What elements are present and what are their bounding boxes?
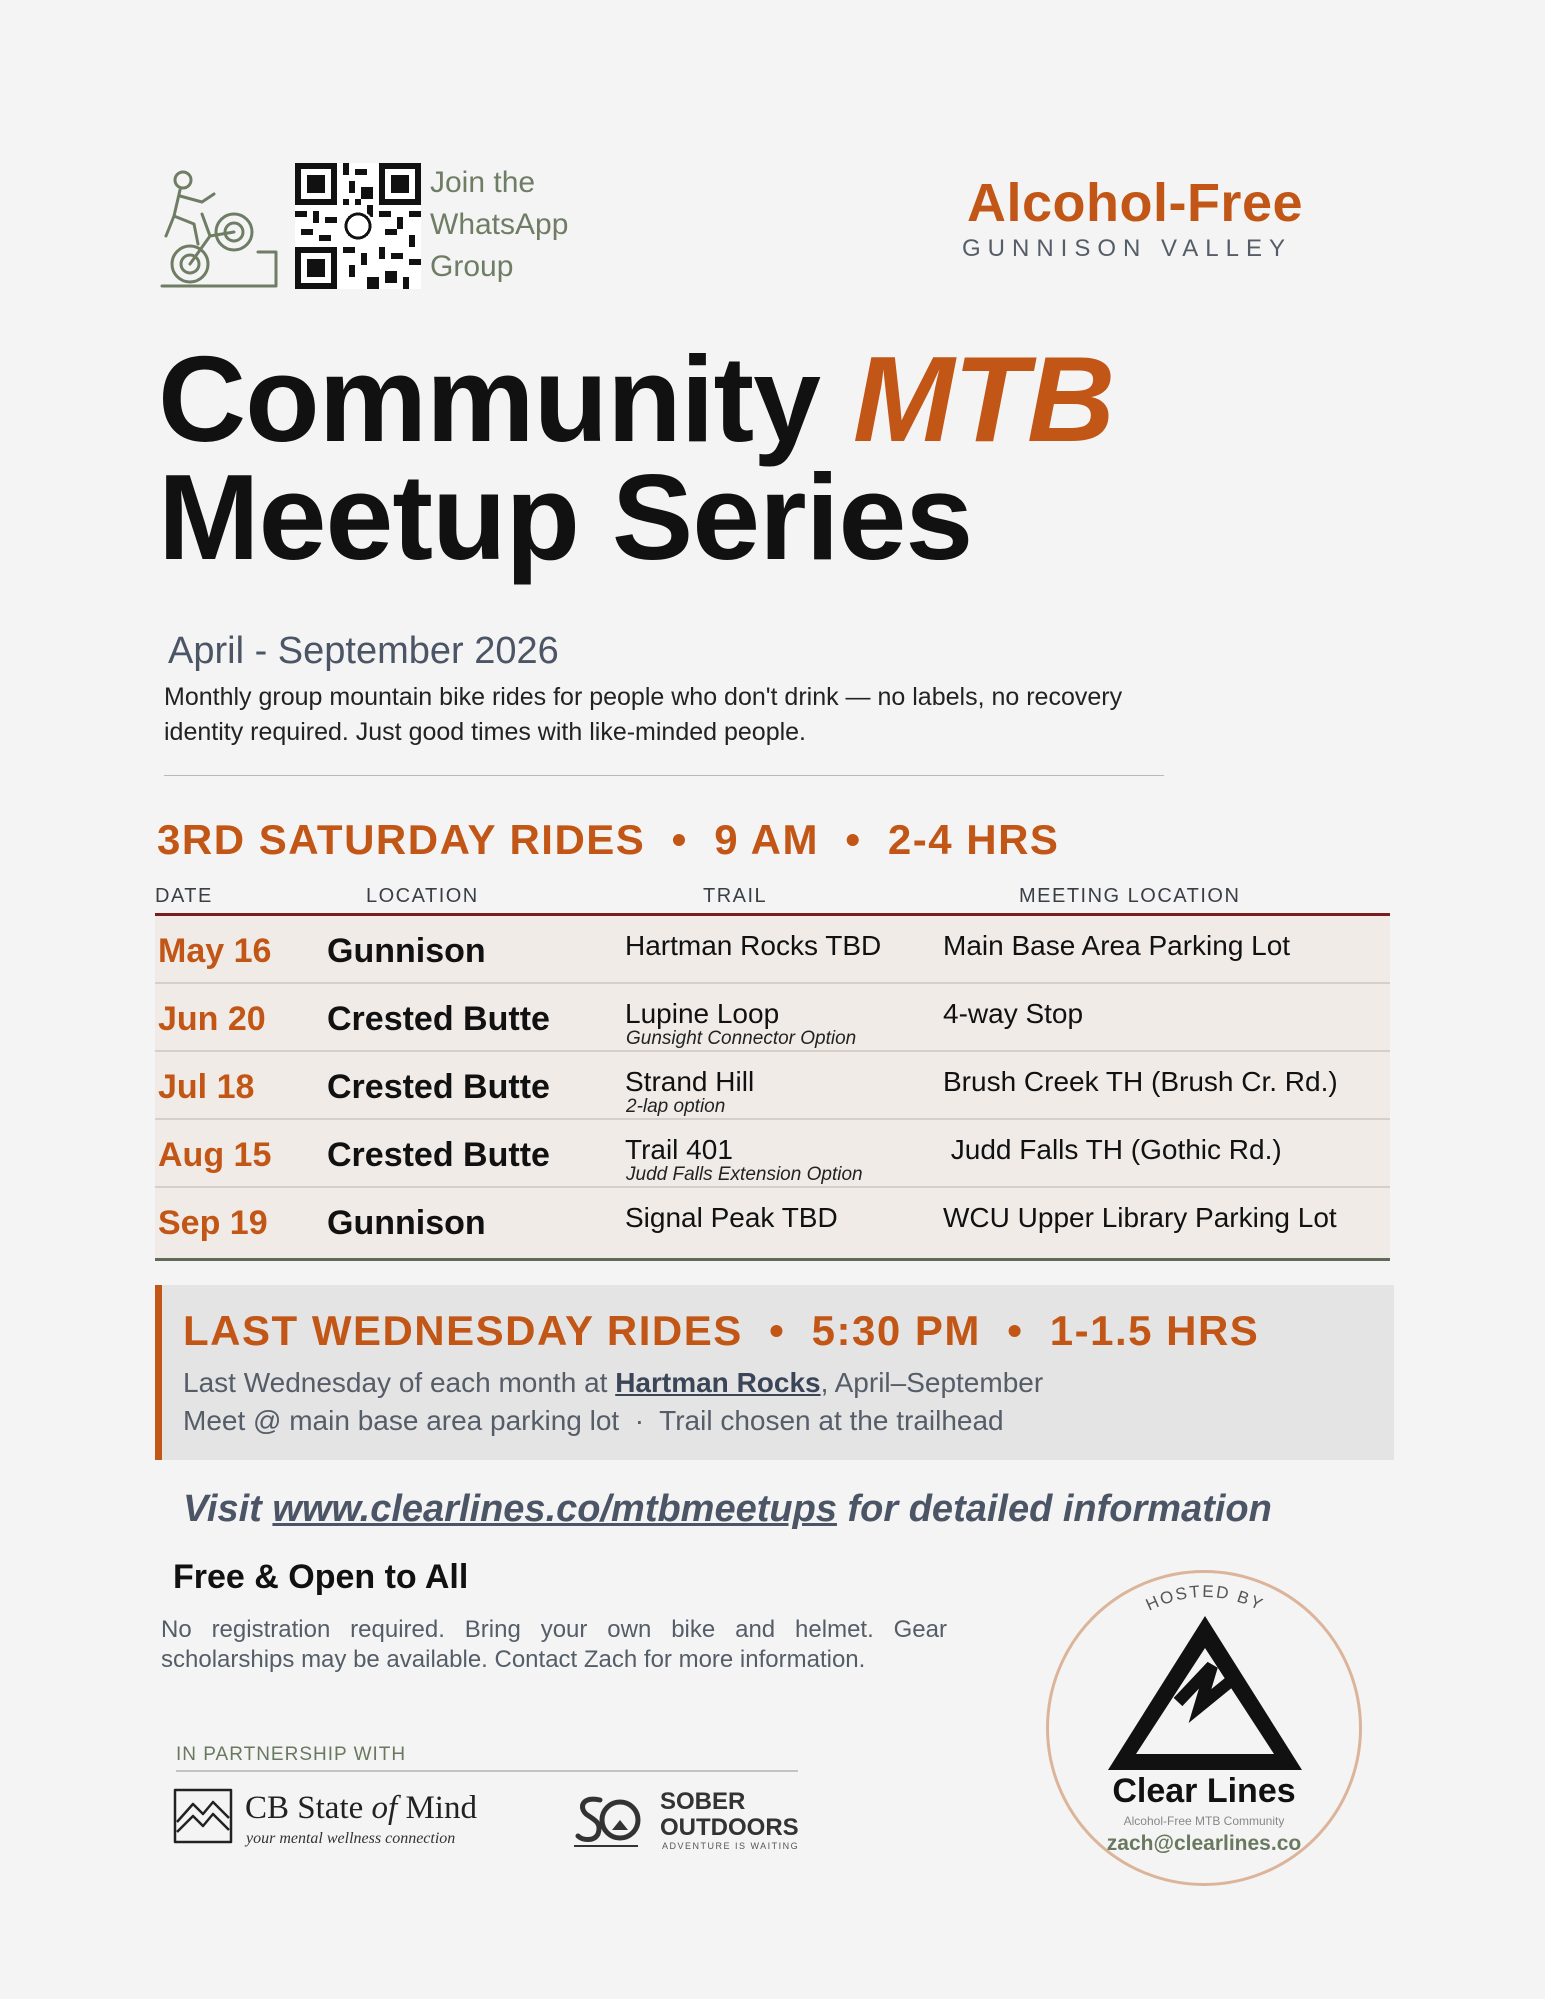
cb-name-post: Mind (397, 1790, 477, 1826)
cb-state-of-mind-name (245, 1790, 477, 1827)
ride-meeting-location: Main Base Area Parking Lot (943, 930, 1291, 961)
ride-location: Gunnison (327, 932, 486, 970)
title-main-word: Community (158, 331, 820, 467)
visit-pre: Visit (183, 1488, 273, 1530)
cb-name-pre: CB State (245, 1790, 372, 1826)
wednesday-meeting-text: Meet @ main base area parking lot · Trail chosen at the trailhead (183, 1405, 1004, 1436)
ride-location: Gunnison (327, 1204, 486, 1242)
ride-date: Jul 18 (158, 1068, 255, 1106)
clear-lines-mountain-logo-icon (1100, 1608, 1310, 1778)
page-title (158, 331, 1115, 585)
hartman-rocks-link[interactable]: Hartman Rocks (615, 1367, 821, 1398)
ride-trail: Signal Peak TBD (625, 1202, 838, 1233)
title-line-1 (158, 331, 1115, 467)
ride-trail: Lupine Loop (625, 998, 780, 1029)
website-link[interactable]: www.clearlines.co/mtbmeetups (272, 1488, 837, 1530)
ride-date: Sep 19 (158, 1204, 268, 1242)
table-row (155, 1120, 1390, 1188)
sober-outdoors-tagline: ADVENTURE IS WAITING (662, 1841, 800, 1851)
ride-meeting-location: WCU Upper Library Parking Lot (943, 1202, 1337, 1233)
divider (176, 1770, 798, 1772)
wednesday-schedule-text (183, 1367, 1043, 1399)
cb-state-of-mind-tagline: your mental wellness connection (246, 1830, 456, 1847)
whatsapp-line-2: WhatsApp (430, 208, 569, 241)
table-bottom-rule (155, 1258, 1390, 1261)
host-tagline: Alcohol-Free MTB Community (1123, 1814, 1285, 1828)
column-header-location: LOCATION (366, 885, 479, 907)
host-email-link[interactable]: zach@clearlines.co (1106, 1832, 1302, 1855)
sober-outdoors-logo-icon (572, 1790, 642, 1850)
whatsapp-line-1: Join the (430, 166, 536, 199)
ride-location: Crested Butte (327, 1068, 550, 1106)
ride-date: May 16 (158, 932, 272, 970)
whatsapp-invite-text (430, 162, 568, 288)
cb-name-of: of (371, 1790, 398, 1826)
mountain-biker-icon (158, 166, 286, 291)
ride-trail-option: 2-lap option (626, 1096, 726, 1117)
intro-text: Monthly group mountain bike rides for people who don't drink — no labels, no recovery identity required. Just good times with like-minded people. (164, 683, 1123, 746)
wednesday-rides-heading: LAST WEDNESDAY RIDES • 5:30 PM • 1-1.5 HRS (183, 1307, 1260, 1354)
table-row (155, 984, 1390, 1052)
wednesday-text-post: , April–September (820, 1367, 1044, 1398)
table-row (155, 1188, 1390, 1258)
ride-location: Crested Butte (327, 1000, 550, 1038)
sober-outdoors-name (660, 1789, 799, 1841)
whatsapp-line-3: Group (430, 250, 514, 283)
free-open-text: No registration required. Bring your own bike and helmet. Gear scholarships may be available. Contact Zach for more information. (161, 1616, 947, 1673)
whatsapp-qr-code[interactable] (295, 163, 421, 289)
table-row (155, 916, 1390, 984)
column-header-meeting-location: MEETING LOCATION (1019, 885, 1241, 907)
wednesday-rides-panel (155, 1285, 1394, 1460)
sober-outdoors-line-1: SOBER (660, 1788, 746, 1815)
saturday-rides-heading: 3RD SATURDAY RIDES • 9 AM • 2-4 HRS (157, 816, 1060, 863)
cb-state-of-mind-logo-icon (173, 1788, 233, 1844)
ride-date: Jun 20 (158, 1000, 266, 1038)
hosted-by-label: HOSTED BY (1142, 1581, 1268, 1615)
sober-outdoors-line-2: OUTDOORS (660, 1814, 799, 1841)
ride-location: Crested Butte (327, 1136, 550, 1174)
partnership-label: IN PARTNERSHIP WITH (176, 1744, 407, 1765)
ride-trail-option: Gunsight Connector Option (626, 1028, 857, 1049)
ride-meeting-location: Judd Falls TH (Gothic Rd.) (943, 1134, 1282, 1165)
ride-date: Aug 15 (158, 1136, 272, 1174)
title-line-2: Meetup Series (158, 449, 973, 585)
column-header-trail: TRAIL (703, 885, 768, 907)
wednesday-text-pre: Last Wednesday of each month at (183, 1367, 616, 1398)
column-header-date: DATE (155, 885, 213, 907)
ride-trail: Strand Hill (625, 1066, 755, 1097)
date-range: April - September 2026 (168, 630, 559, 672)
table-row (155, 1052, 1390, 1120)
brand-subtitle: GUNNISON VALLEY (962, 235, 1292, 262)
free-open-heading: Free & Open to All (173, 1558, 469, 1596)
visit-post: for detailed information (836, 1488, 1272, 1530)
visit-website-text (183, 1488, 1272, 1531)
host-name: Clear Lines (1112, 1772, 1296, 1810)
brand-title: Alcohol-Free (966, 173, 1304, 233)
divider (164, 775, 1164, 776)
ride-trail-option: Judd Falls Extension Option (626, 1164, 863, 1185)
ride-meeting-location: Brush Creek TH (Brush Cr. Rd.) (943, 1066, 1338, 1097)
title-accent-word: MTB (852, 331, 1115, 467)
ride-meeting-location: 4-way Stop (943, 998, 1084, 1029)
ride-trail: Hartman Rocks TBD (625, 930, 882, 961)
ride-trail: Trail 401 (625, 1134, 733, 1165)
